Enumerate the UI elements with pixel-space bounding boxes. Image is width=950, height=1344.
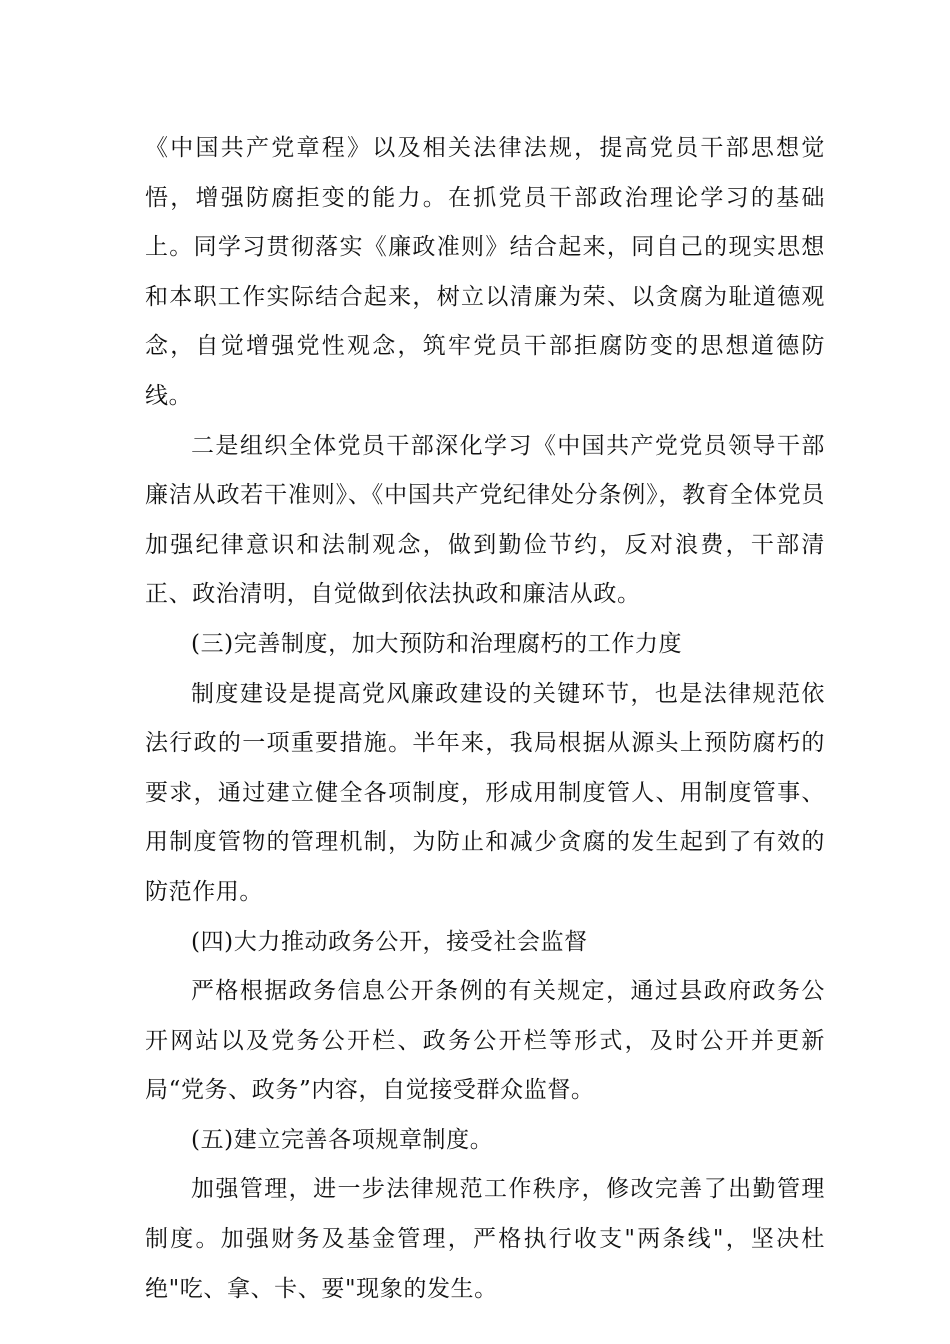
- paragraph-study-regulations: 二是组织全体党员干部深化学习《中国共产党党员领导干部廉洁从政若干准则》、《中国共产党纪律处分条例》，教育全体党员加强纪律意识和法制观念，做到勤俭节约，反对浪费，干部清正、政治清明，自觉做到依法执政和廉洁从政。: [145, 432, 825, 608]
- section-heading-3: (三)完善制度，加大预防和治理腐朽的工作力度: [191, 630, 683, 657]
- paragraph-management: 加强管理，进一步法律规范工作秩序，修改完善了出勤管理制度。加强财务及基金管理，严格执行收支"两条线"，坚决杜绝"吃、拿、卡、要"现象的发生。: [145, 1176, 825, 1302]
- section-heading-5: (五)建立完善各项规章制度。: [191, 1126, 494, 1153]
- paragraph-continuation: 《中国共产党章程》以及相关法律法规，提高党员干部思想觉悟，增强防腐拒变的能力。在抓党员干部政治理论学习的基础上。同学习贯彻落实《廉政准则》结合起来，同自己的现实思想和本职工作实际结合起来，树立以清廉为荣、以贪腐为耻道德观念，自觉增强党性观念，筑牢党员干部拒腐防变的思想道德防线。: [145, 135, 825, 409]
- document-body: [145, 124, 825, 1314]
- paragraph-public-affairs: 严格根据政务信息公开条例的有关规定，通过县政府政务公开网站以及党务公开栏、政务公开栏等形式，及时公开并更新局“党务、政务”内容，自觉接受群众监督。: [145, 978, 825, 1104]
- section-heading-4: (四)大力推动政务公开，接受社会监督: [191, 928, 588, 955]
- paragraph-system-building: 制度建设是提高党风廉政建设的关键环节，也是法律规范依法行政的一项重要措施。半年来，我局根据从源头上预防腐朽的要求，通过建立健全各项制度，形成用制度管人、用制度管事、用制度管物的管理机制，为防止和减少贪腐的发生起到了有效的防范作用。: [145, 680, 825, 905]
